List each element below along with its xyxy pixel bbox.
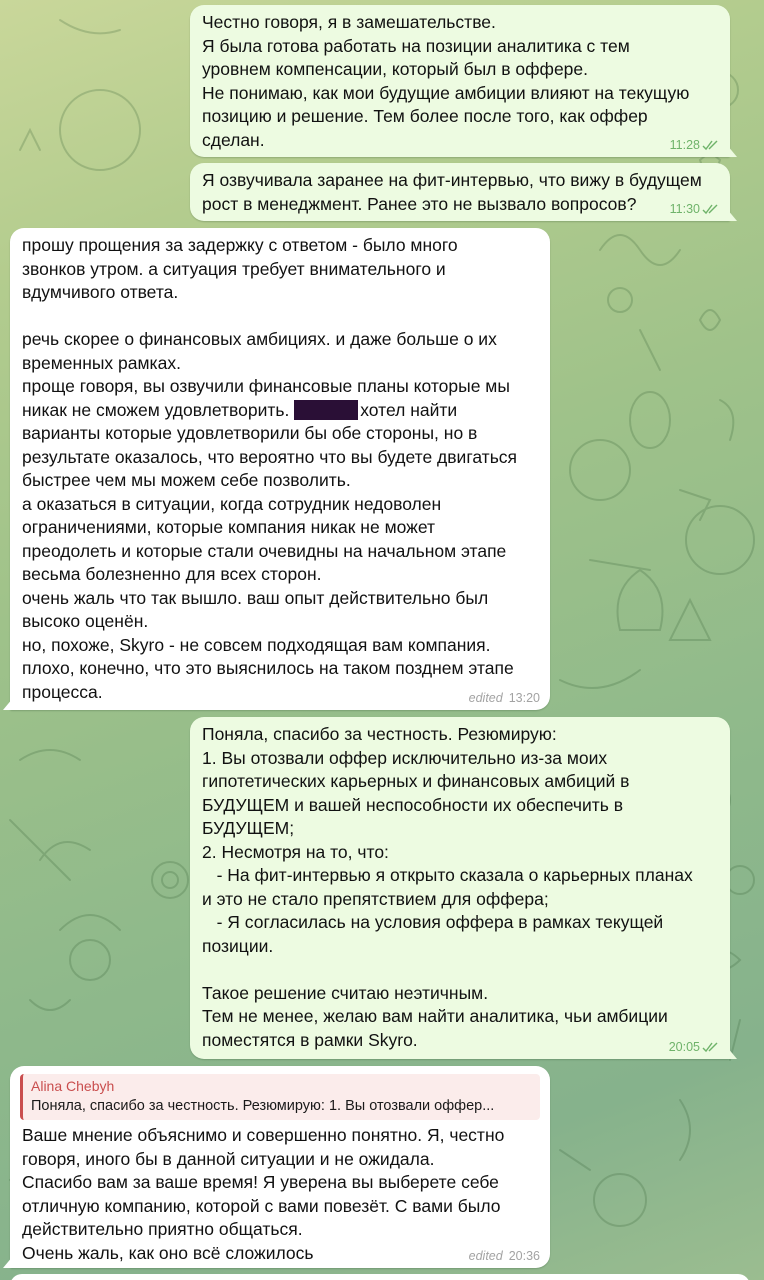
double-check-icon [702,1041,720,1053]
message-text-line: БУДУЩЕМ; [202,818,295,838]
message-time: 13:20 [508,691,540,705]
message-text-line: 2. Несмотря на то, что: [202,841,389,862]
incoming-message[interactable] [10,1066,550,1268]
message-text-line: высоко оценён. [22,611,149,631]
message-text-line [202,958,720,982]
next-message-peek [10,1274,750,1280]
reply-snippet: Поняла, спасибо за честность. Резюмирую: 1. Вы отозвали оффер... [31,1098,495,1114]
message-text-line: проще говоря, вы озвучили финансовые планы которые мы [22,376,510,396]
message-text-line: Ваше мнение объяснимо и совершенно понятно. Я, честно [22,1125,505,1145]
message-text-line: вдумчивого ответа. [22,282,179,302]
message-text-line: - Я согласилась на условия оффера в рамках текущей [202,912,664,932]
outgoing-message[interactable] [190,717,730,1059]
double-check-icon [702,203,720,215]
bubble-tail [3,1256,13,1268]
message-text-line: говоря, иного бы в данной ситуации и не ожидала. [22,1148,435,1169]
message-time: 20:05 [668,1040,700,1054]
message-text-fragment: хотел найти [360,399,458,420]
message-text-line [22,305,540,329]
message-text-line: гипотетических карьерных и финансовых амбиций в [202,771,630,791]
message-text-line: плохо, конечно, что это выяснилось на таком позднем этапе [22,658,514,678]
bubble-tail [727,145,737,157]
message-text-line: Я была готова работать на позиции аналитика с тем [202,35,630,56]
message-text-line: БУДУЩЕМ и вашей неспособности их обеспечить в [202,794,624,815]
redaction-block [294,400,358,420]
message-text-line: Поняла, спасибо за честность. Резюмирую: [202,724,557,744]
message-text-line: звонков утром. а ситуация требует внимательного и [22,258,446,279]
message-text-line: Спасибо вам за ваше время! Я уверена вы выберете себе [22,1172,499,1192]
double-check-icon [702,139,720,151]
message-text-line: 1. Вы отозвали оффер исключительно из-за моих [202,747,608,768]
bubble-tail [727,209,737,221]
message-text-line: действительно приятно общаться. [22,1219,303,1239]
message-meta [670,202,720,216]
message-time: 11:30 [669,202,700,216]
message-text-line: а оказаться в ситуации, когда сотрудник недоволен [22,493,442,514]
reply-author: Alina Chebyh [31,1078,115,1094]
message-text-line: весьма болезненно для всех сторон. [22,564,322,584]
message-text-line: уровнем компенсации, который был в оффере. [202,59,588,79]
message-time: 11:28 [669,138,700,152]
message-text-line: Очень жаль, как оно всё сложилось [22,1242,314,1263]
message-text-line: рост в менеджмент. Ранее это не вызвало вопросов? [202,193,637,214]
message-text-line: отличную компанию, которой с вами повезёт. С вами было [22,1195,501,1216]
message-text-line: позиции. [202,935,274,956]
message-text-line: результате оказалось, что вероятно что вы будете двигаться [22,446,518,467]
edited-label: edited [468,1249,503,1263]
message-meta [669,1040,720,1054]
incoming-message[interactable] [10,228,550,710]
message-meta [670,138,720,152]
message-text-line: прошу прощения за задержку с ответом - было много [22,235,458,255]
message-text-line: варианты которые удовлетворили бы обе стороны, но в [22,423,478,443]
message-meta [469,691,540,705]
message-text-line: Тем не менее, желаю вам найти аналитика, чьи амбиции [202,1006,668,1026]
message-text-fragment: никак не сможем удовлетворить. [22,399,290,420]
message-text-line: - На фит-интервью я открыто сказала о карьерных планах [202,865,693,885]
message-meta [469,1249,540,1263]
message-text-line: временных рамках. [22,352,181,373]
message-text-line: сделан. [202,129,265,150]
bubble-tail [727,1047,737,1059]
message-time: 20:36 [508,1249,540,1263]
message-text-line: речь скорее о финансовых амбициях. и даже больше о их [22,329,497,349]
outgoing-message[interactable] [190,163,730,221]
message-text-line: Я озвучивала заранее на фит-интервью, что вижу в будущем [202,170,702,190]
bubble-tail [3,698,13,710]
message-text-line-with-redaction [22,399,540,423]
message-text-line: Честно говоря, я в замешательстве. [202,12,496,32]
message-text-line: и это не стало препятствием для оффера; [202,888,549,909]
message-text-line: Не понимаю, как мои будущие амбиции влияют на текущую [202,82,690,103]
edited-label: edited [468,691,503,705]
message-text-line: поместятся в рамки Skyro. [202,1029,418,1050]
reply-quote[interactable] [20,1074,540,1120]
message-text-line: очень жаль что так вышло. ваш опыт действительно был [22,587,489,608]
outgoing-message[interactable] [190,5,730,157]
message-text-line: ограничениями, которые компания никак не может [22,517,436,537]
message-text-line: но, похоже, Skyro - не совсем подходящая вам компания. [22,634,491,655]
message-text-line: позицию и решение. Тем более после того, как оффер [202,106,648,126]
message-text-line: процесса. [22,681,103,702]
message-text-line: быстрее чем мы можем себе позволить. [22,470,351,490]
message-text-line: преодолеть и которые стали очевидны на начальном этапе [22,540,507,561]
message-text-line: Такое решение считаю неэтичным. [202,982,489,1003]
